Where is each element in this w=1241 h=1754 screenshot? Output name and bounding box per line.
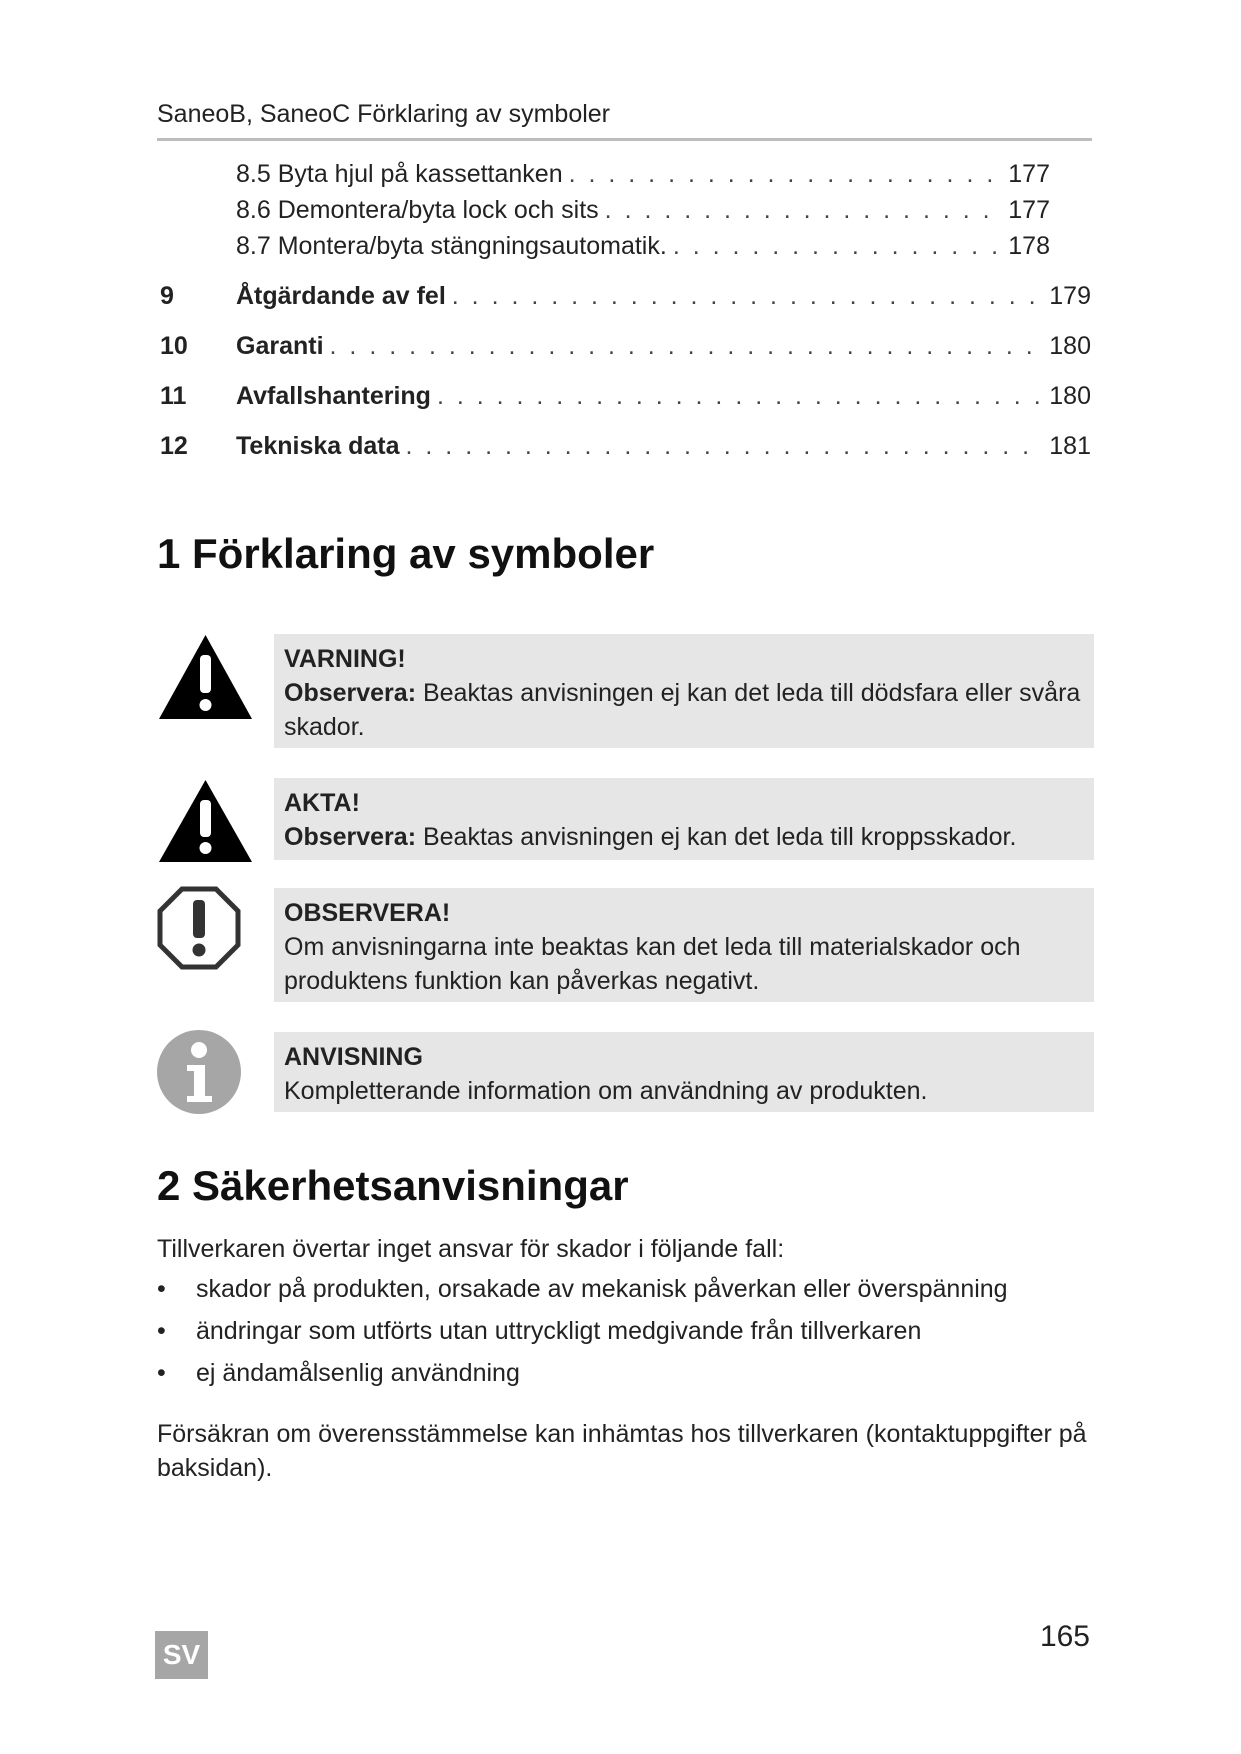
toc-entry-8-6[interactable] bbox=[236, 196, 1050, 230]
list-item-text: ändringar som utförts utan uttryckligt medgivande från tillverkaren bbox=[196, 1317, 922, 1345]
toc-entry-page: 179 bbox=[1049, 282, 1091, 310]
notice-octagon-icon bbox=[157, 886, 241, 970]
notice-text: Om anvisningarna inte beaktas kan det leda till materialskador och produktens funktion kan påverkas negativt. bbox=[284, 933, 1021, 995]
notice-title: AKTA! bbox=[284, 789, 360, 817]
notice-label: Observera: bbox=[284, 679, 417, 707]
toc-leader-dots bbox=[673, 232, 1002, 261]
toc-entry-title: 8.7 Montera/byta stängningsautomatik. bbox=[236, 232, 667, 260]
warning-triangle-icon bbox=[157, 633, 254, 721]
toc-leader-dots bbox=[330, 332, 1044, 361]
toc-entry-number: 9 bbox=[160, 282, 174, 310]
toc-entry-title: Åtgärdande av fel bbox=[236, 282, 446, 310]
notice-info bbox=[274, 1032, 1094, 1112]
toc-entry-8-7[interactable] bbox=[236, 232, 1050, 266]
toc-entry-title: Garanti bbox=[236, 332, 324, 360]
toc-entry-number: 12 bbox=[160, 432, 188, 460]
toc-entry-page: 180 bbox=[1049, 332, 1091, 360]
toc-entry-title: 8.5 Byta hjul på kassettanken bbox=[236, 160, 563, 188]
list-item bbox=[157, 1317, 921, 1346]
running-header: SaneoB, SaneoC Förklaring av symboler bbox=[157, 100, 611, 128]
notice-title: ANVISNING bbox=[284, 1043, 423, 1071]
section-heading-safety: 2 Säkerhetsanvisningar bbox=[157, 1162, 629, 1209]
notice-text: Kompletterande information om användning av produkten. bbox=[284, 1077, 928, 1105]
safety-intro: Tillverkaren övertar inget ansvar för skador i följande fall: bbox=[157, 1235, 785, 1263]
toc-entry-title: Avfallshantering bbox=[236, 382, 431, 410]
notice-label: Observera: bbox=[284, 823, 417, 851]
toc-entry-title: Tekniska data bbox=[236, 432, 400, 460]
language-badge: SV bbox=[155, 1631, 208, 1679]
toc-entry-9[interactable] bbox=[160, 282, 1091, 318]
toc-leader-dots bbox=[569, 160, 1003, 189]
list-item-text: ej ändamålsenlig användning bbox=[196, 1359, 520, 1387]
notice-observe bbox=[274, 888, 1094, 1002]
toc-entry-number: 10 bbox=[160, 332, 188, 360]
toc-entry-11[interactable] bbox=[160, 382, 1091, 418]
toc-entry-page: 180 bbox=[1049, 382, 1091, 410]
notice-warning bbox=[274, 634, 1094, 748]
bullet-dot: • bbox=[157, 1317, 166, 1345]
toc-leader-dots bbox=[406, 432, 1044, 461]
info-icon bbox=[157, 1030, 241, 1114]
notice-text: Beaktas anvisningen ej kan det leda till dödsfara eller svåra skador. bbox=[284, 679, 1081, 741]
notice-text: Beaktas anvisningen ej kan det leda till kroppsskador. bbox=[416, 823, 1017, 851]
caution-triangle-icon bbox=[157, 778, 254, 864]
notice-title: VARNING! bbox=[284, 645, 406, 673]
list-item bbox=[157, 1275, 1008, 1304]
bullet-dot: • bbox=[157, 1359, 166, 1387]
toc-entry-page: 177 bbox=[1008, 160, 1050, 188]
section-heading-symbols: 1 Förklaring av symboler bbox=[157, 530, 655, 577]
toc-entry-page: 177 bbox=[1008, 196, 1050, 224]
list-item bbox=[157, 1359, 520, 1388]
toc-leader-dots bbox=[452, 282, 1044, 311]
toc-leader-dots bbox=[437, 382, 1043, 411]
conformity-paragraph: Försäkran om överensstämmelse kan inhämtas hos tillverkaren (kontaktuppgifter på baksidan). bbox=[157, 1420, 1087, 1482]
toc-entry-page: 181 bbox=[1049, 432, 1091, 460]
toc-entry-title: 8.6 Demontera/byta lock och sits bbox=[236, 196, 599, 224]
list-item-text: skador på produkten, orsakade av mekanisk påverkan eller överspänning bbox=[196, 1275, 1008, 1303]
toc-entry-number: 11 bbox=[160, 382, 187, 410]
page-number: 165 bbox=[1039, 1620, 1090, 1653]
notice-caution bbox=[274, 778, 1094, 860]
toc-entry-10[interactable] bbox=[160, 332, 1091, 368]
bullet-dot: • bbox=[157, 1275, 166, 1303]
toc-entry-page: 178 bbox=[1008, 232, 1050, 260]
toc-entry-12[interactable] bbox=[160, 432, 1091, 468]
notice-title: OBSERVERA! bbox=[284, 899, 451, 927]
toc-entry-8-5[interactable] bbox=[236, 160, 1050, 194]
header-rule bbox=[157, 138, 1092, 141]
toc-leader-dots bbox=[605, 196, 1003, 225]
